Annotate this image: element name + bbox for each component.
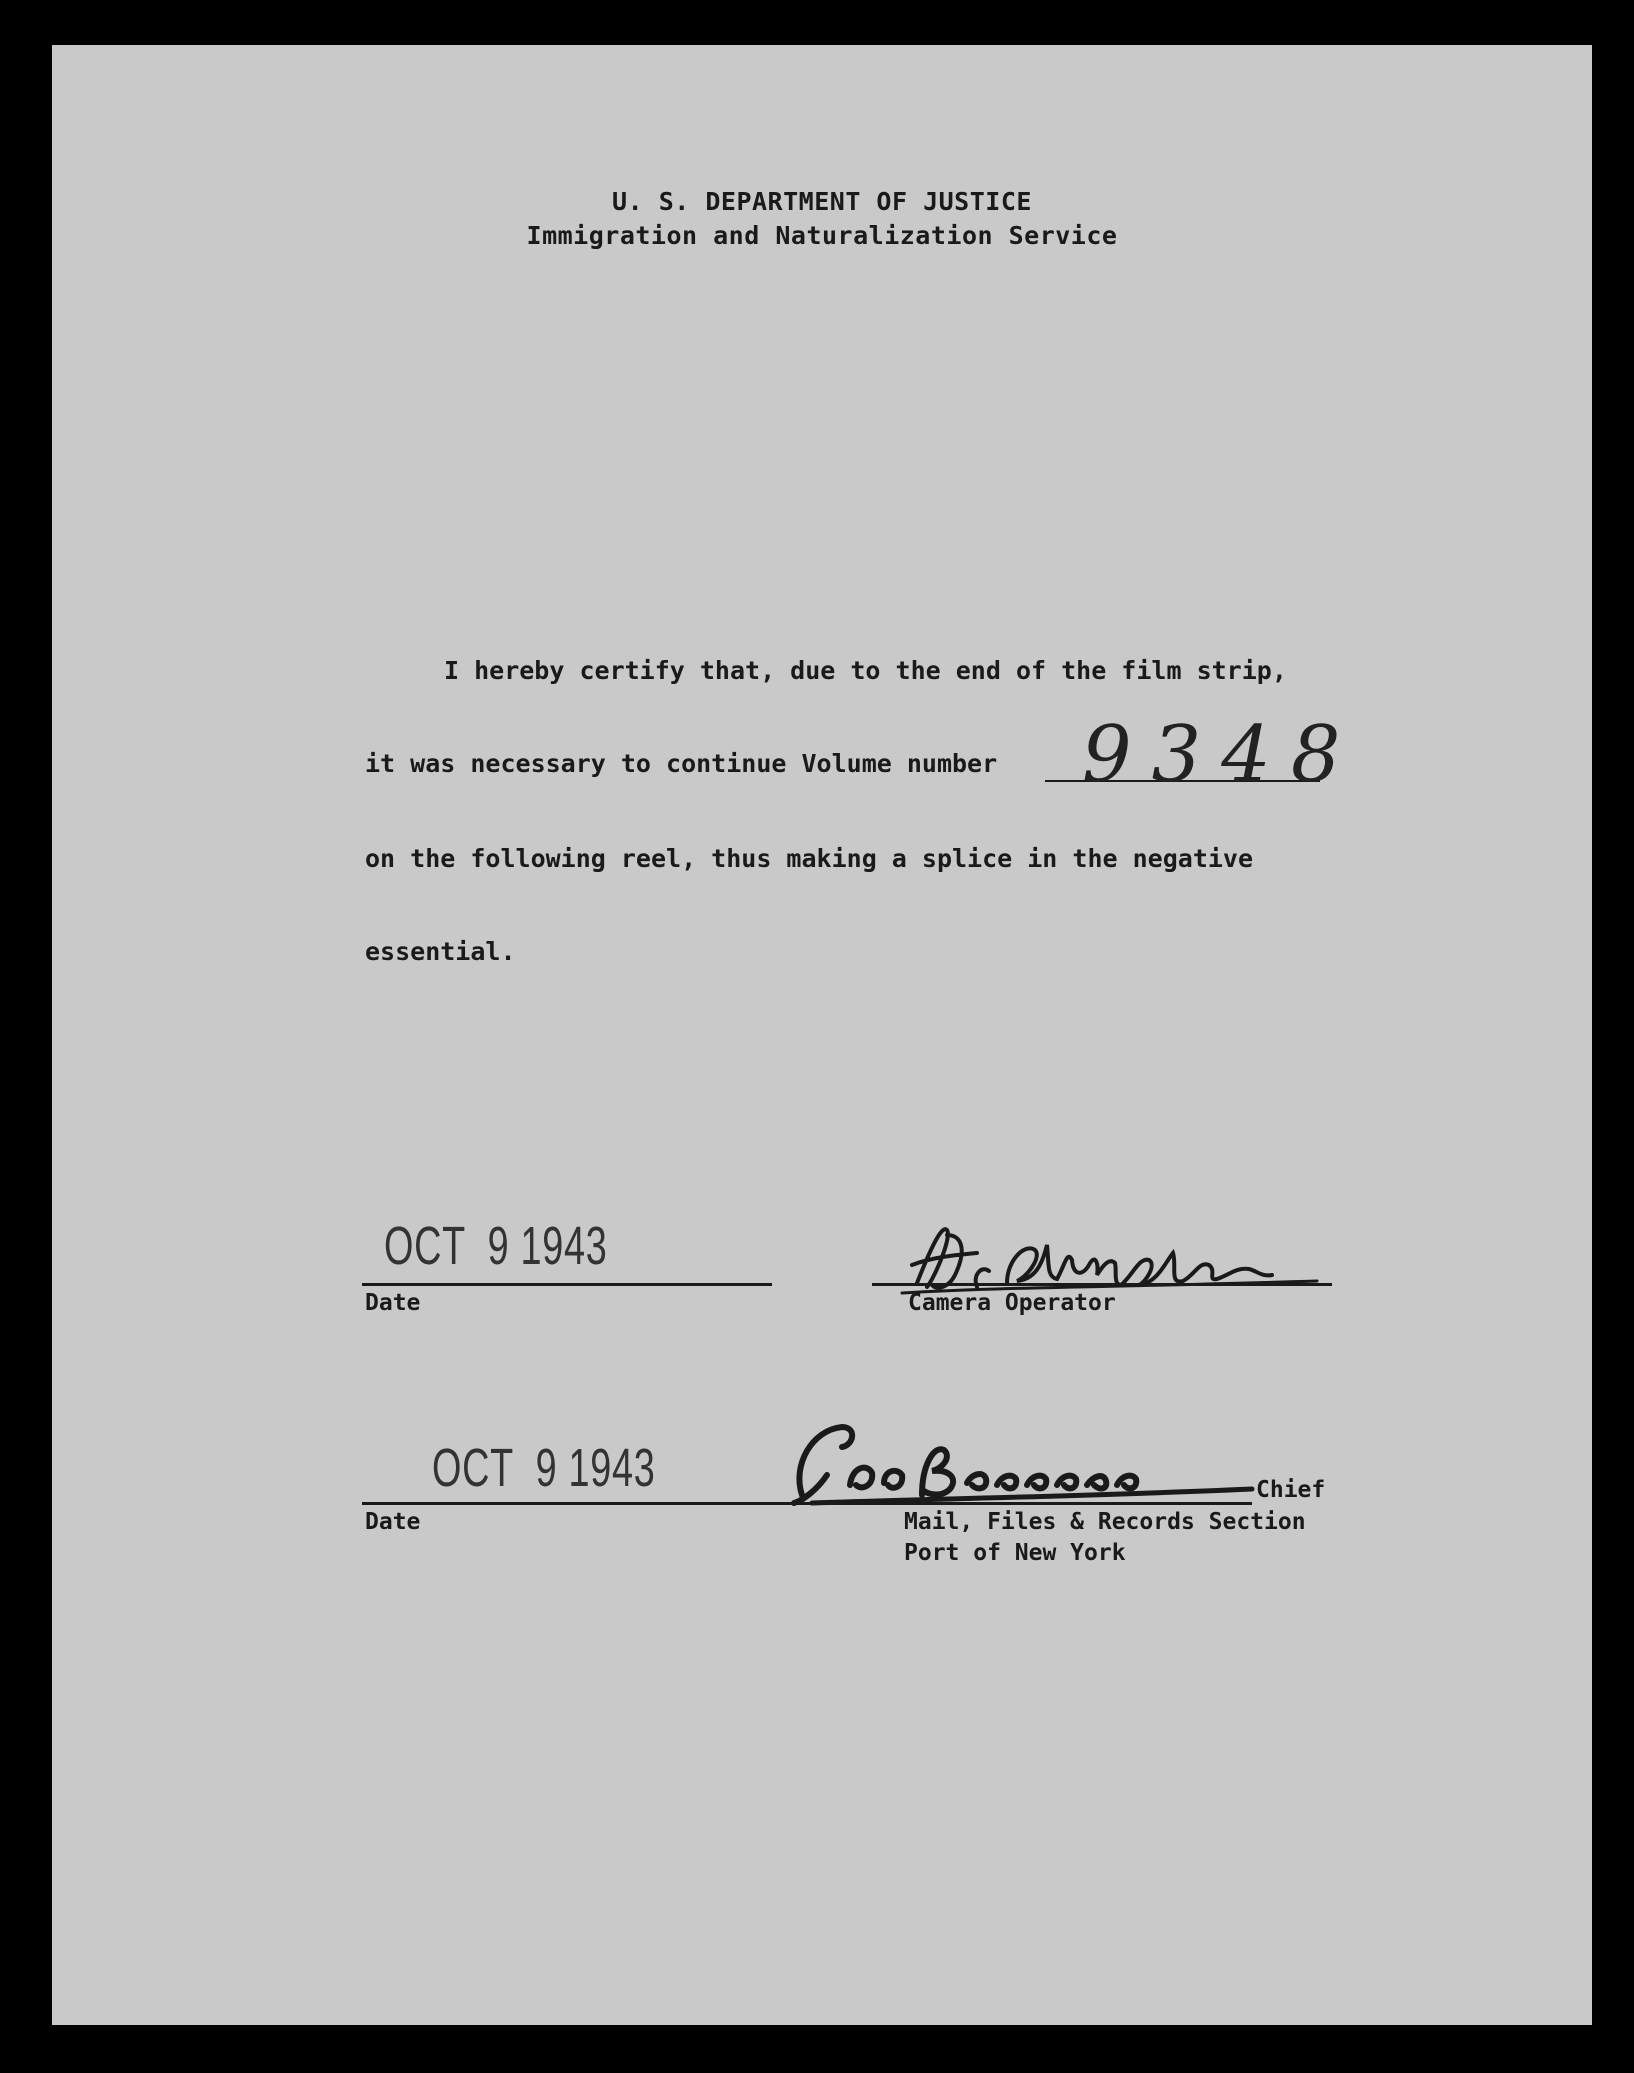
chief-date-label: Date bbox=[365, 1509, 421, 1535]
chief-date-stamp: OCT 9 1943 bbox=[432, 1438, 656, 1498]
camera-date-stamp: OCT 9 1943 bbox=[384, 1216, 608, 1276]
camera-date-label: Date bbox=[365, 1290, 421, 1316]
volume-number-handwritten: 9348 bbox=[1082, 710, 1361, 800]
camera-operator-label: Camera Operator bbox=[908, 1290, 1116, 1316]
certification-line-1: I hereby certify that, due to the end of the film strip, bbox=[444, 656, 1287, 685]
service-heading: Immigration and Naturalization Service bbox=[526, 221, 1118, 250]
section-label: Mail, Files & Records Section bbox=[904, 1509, 1306, 1535]
document-page bbox=[52, 45, 1592, 2025]
certification-line-3: on the following reel, thus making a splice in the negative bbox=[365, 844, 1254, 873]
certification-line-2: it was necessary to continue Volume number bbox=[365, 749, 998, 778]
port-label: Port of New York bbox=[904, 1540, 1126, 1566]
chief-title-label: Chief bbox=[1256, 1477, 1326, 1503]
department-heading: U. S. DEPARTMENT OF JUSTICE bbox=[612, 187, 1032, 216]
chief-signature bbox=[772, 1405, 1272, 1515]
certification-line-4: essential. bbox=[365, 937, 516, 966]
camera-date-line bbox=[362, 1283, 772, 1286]
